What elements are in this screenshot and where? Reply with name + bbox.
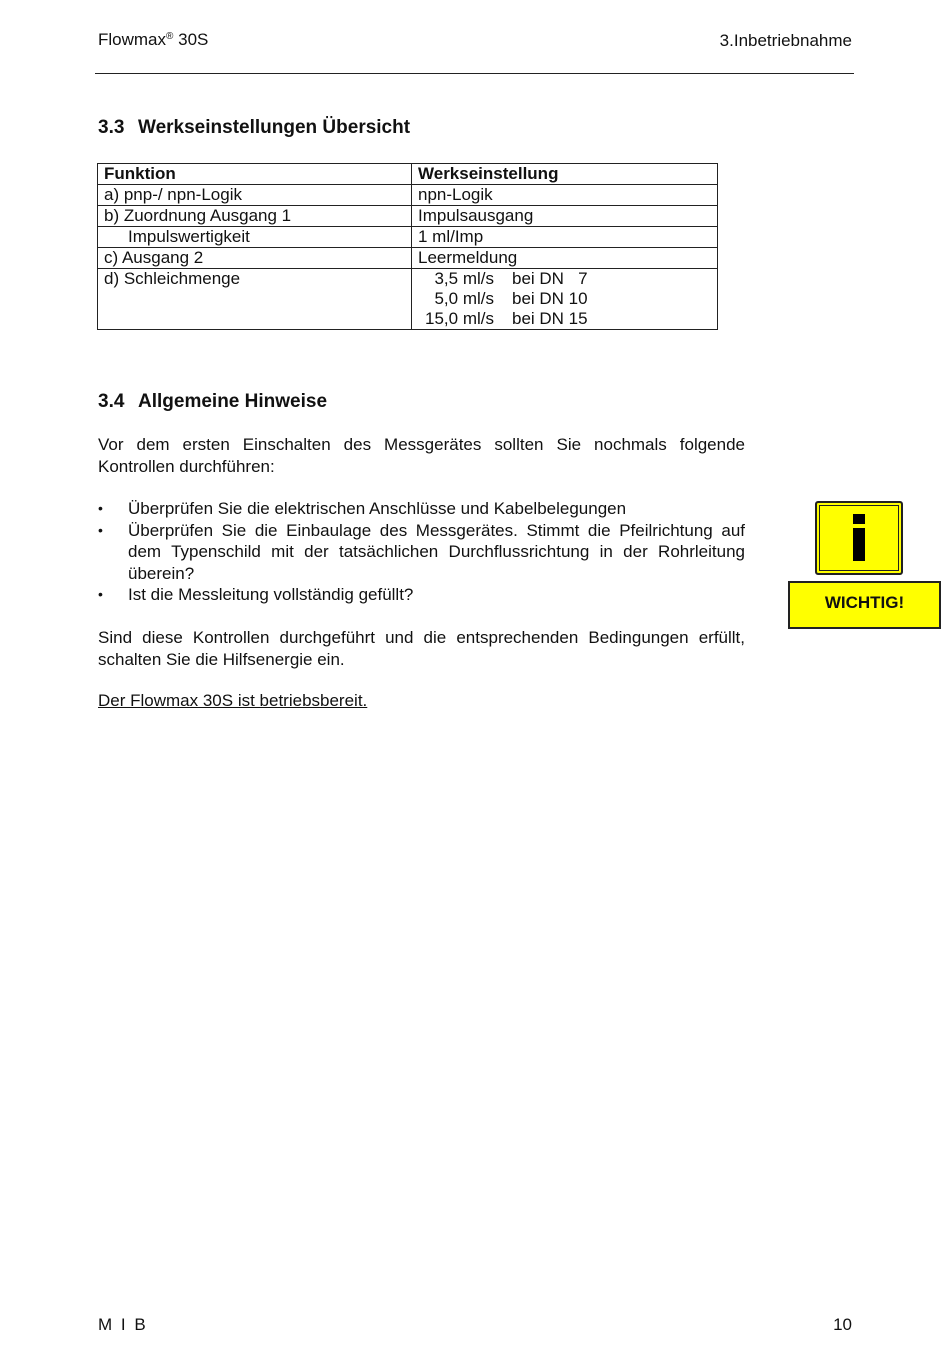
section-3-3-heading (98, 117, 410, 139)
table-row (98, 269, 718, 330)
list-item (98, 520, 745, 585)
product-name: Flowmax (98, 30, 167, 49)
creep-setting-line (418, 269, 711, 289)
table-row (98, 185, 718, 206)
registered-mark: ® (166, 31, 174, 42)
cell-function: Impulswertigkeit (98, 227, 412, 248)
section-title: Allgemeine Hinweise (138, 391, 328, 412)
cell-setting: Leermeldung (412, 248, 718, 269)
column-header-setting: Werkseinstellung (412, 164, 718, 185)
cell-setting: Impulsausgang (412, 206, 718, 227)
creep-setting-line (418, 289, 711, 309)
list-item (98, 498, 745, 520)
factory-settings-table (97, 163, 718, 330)
table-row (98, 248, 718, 269)
creep-condition: bei DN 10 (512, 289, 588, 308)
important-label: WICHTIG! (788, 581, 941, 629)
intro-paragraph: Vor dem ersten Einschalten des Messgerätes sollten Sie nochmals folgende Kontrollen durchführen: (98, 435, 745, 476)
header-chapter: 3.Inbetriebnahme (719, 31, 852, 50)
cell-function: b) Zuordnung Ausgang 1 (98, 206, 412, 227)
cell-function: a) pnp-/ npn-Logik (98, 185, 412, 206)
footer-company: M I B (98, 1315, 148, 1334)
page-number: 10 (833, 1315, 852, 1334)
section-3-4-heading (98, 391, 327, 413)
table-header-row (98, 164, 718, 185)
ready-statement: Der Flowmax 30S ist betriebsbereit. (98, 691, 368, 710)
creep-value: 3,5 ml/s (434, 269, 494, 288)
product-model: 30S (173, 30, 209, 49)
info-icon-bar (853, 528, 865, 561)
creep-value: 15,0 ml/s (425, 309, 494, 328)
closing-paragraph: Sind diese Kontrollen durchgeführt und die entsprechenden Bedingungen erfüllt, schalten Sie die Hilfsenergie ein. (98, 628, 745, 669)
info-icon (815, 501, 903, 575)
list-item-text: Überprüfen Sie die Einbaulage des Messgerätes. Stimmt die Pfeilrichtung auf dem Typenschild mit der tatsächlichen Durchflussrichtung in der Rohrleitung überein? (128, 520, 745, 583)
column-header-function: Funktion (98, 164, 412, 185)
list-item-text: Ist die Messleitung vollständig gefüllt? (128, 585, 414, 604)
table-row (98, 206, 718, 227)
creep-value: 5,0 ml/s (434, 289, 494, 308)
section-title: Werkseinstellungen Übersicht (138, 117, 411, 138)
cell-setting: npn-Logik (412, 185, 718, 206)
cell-setting-multiline (412, 269, 718, 330)
cell-function: d) Schleichmenge (98, 269, 412, 330)
creep-condition: bei DN 15 (512, 309, 588, 328)
bullet-icon: • (98, 500, 103, 516)
header-product (98, 30, 208, 50)
creep-setting-line (418, 309, 711, 329)
bullet-icon: • (98, 586, 103, 602)
section-number: 3.4 (98, 391, 125, 412)
cell-function: c) Ausgang 2 (98, 248, 412, 269)
info-icon-dot (853, 514, 865, 524)
list-item-text: Überprüfen Sie die elektrischen Anschlüsse und Kabelbelegungen (128, 499, 627, 518)
bullet-icon: • (98, 521, 103, 538)
section-number: 3.3 (98, 117, 125, 138)
table-row (98, 227, 718, 248)
checklist (98, 498, 745, 606)
header-divider (95, 73, 854, 74)
list-item (98, 584, 745, 606)
creep-condition: bei DN 7 (512, 269, 588, 288)
cell-setting: 1 ml/Imp (412, 227, 718, 248)
